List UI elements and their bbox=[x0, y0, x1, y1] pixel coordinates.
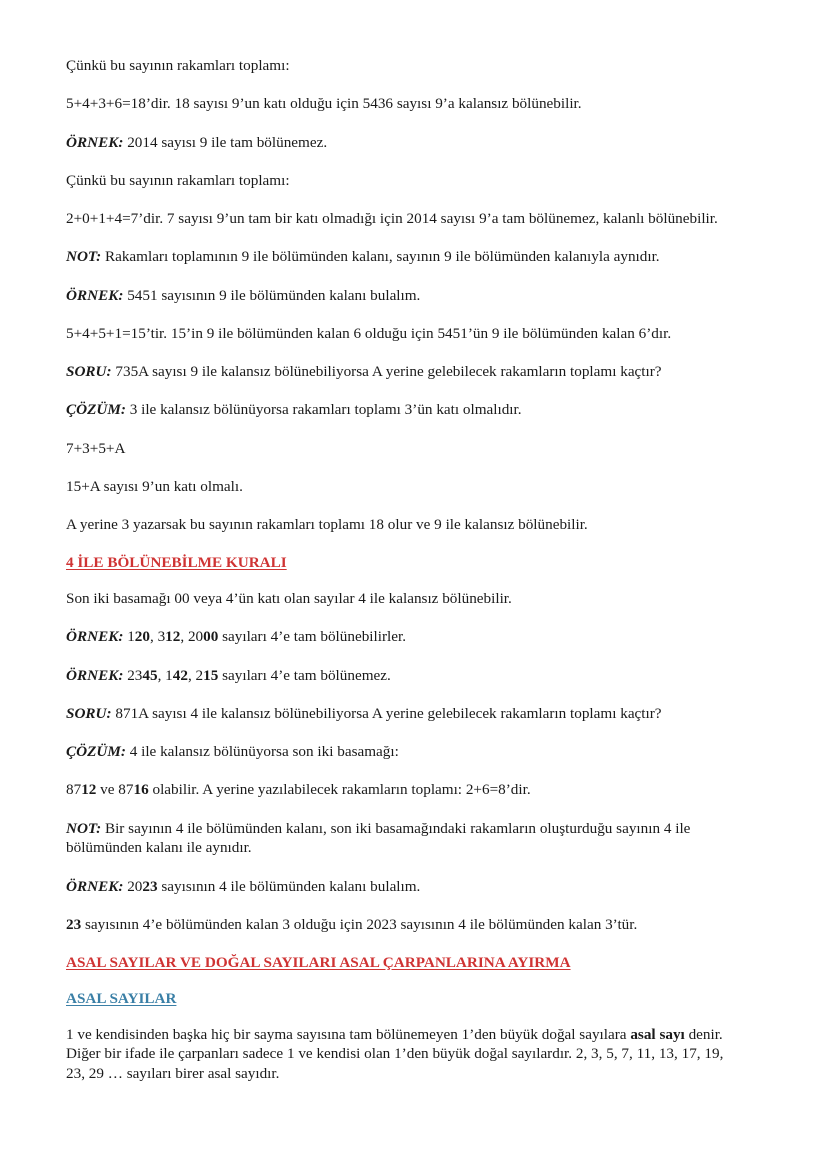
emphasized-text: 23 bbox=[66, 915, 82, 933]
emphasized-text: asal sayı bbox=[630, 1025, 685, 1043]
paragraph-label: ÖRNEK: bbox=[66, 877, 124, 895]
plain-text: , 20 bbox=[180, 628, 204, 646]
body-paragraph bbox=[66, 324, 741, 344]
emphasized-text: 15 bbox=[203, 666, 219, 684]
section-heading-wrap bbox=[66, 989, 741, 1025]
body-paragraph bbox=[66, 439, 741, 459]
plain-text: 5451 sayısının 9 ile bölümünden kalanı bulalım. bbox=[127, 286, 421, 304]
emphasized-text: 23 bbox=[142, 877, 158, 895]
section-heading-wrap bbox=[66, 553, 741, 589]
body-paragraph bbox=[66, 819, 741, 859]
body-paragraph bbox=[66, 133, 741, 153]
paragraph-label: NOT: bbox=[66, 819, 102, 837]
body-paragraph bbox=[66, 286, 741, 306]
body-paragraph bbox=[66, 362, 741, 382]
emphasized-text: 16 bbox=[133, 781, 149, 799]
paragraph-label: ÖRNEK: bbox=[66, 666, 124, 684]
body-paragraph bbox=[66, 915, 741, 935]
plain-text: 1 bbox=[127, 628, 135, 646]
emphasized-text: 45 bbox=[142, 666, 158, 684]
paragraph-label: NOT: bbox=[66, 248, 102, 266]
plain-text: 3 ile kalansız bölünüyorsa rakamları toplamı 3’ün katı olmalıdır. bbox=[129, 401, 522, 419]
section-heading: 4 İLE BÖLÜNEBİLME KURALI bbox=[66, 554, 287, 572]
emphasized-text: 00 bbox=[203, 628, 219, 646]
body-paragraph bbox=[66, 1025, 741, 1084]
document-body bbox=[66, 56, 741, 1084]
plain-text: , 3 bbox=[149, 628, 166, 646]
body-paragraph bbox=[66, 477, 741, 497]
body-paragraph bbox=[66, 400, 741, 420]
plain-text: , 1 bbox=[157, 666, 173, 684]
plain-text: Çünkü bu sayının rakamları toplamı: bbox=[66, 57, 290, 74]
paragraph-label: ÇÖZÜM: bbox=[66, 743, 126, 760]
plain-text: 4 ile kalansız bölünüyorsa son iki basamağı: bbox=[129, 743, 399, 760]
body-paragraph bbox=[66, 94, 741, 114]
plain-text: 23 bbox=[127, 666, 143, 684]
paragraph-label: ÇÖZÜM: bbox=[66, 401, 126, 419]
plain-text: , 2 bbox=[187, 666, 204, 684]
paragraph-label: ÖRNEK: bbox=[66, 628, 124, 646]
body-paragraph bbox=[66, 742, 741, 762]
plain-text: sayısının 4’e bölümünden kalan 3 olduğu için 2023 sayısının 4 ile bölümünden kalan 3’tür. bbox=[81, 915, 638, 933]
body-paragraph bbox=[66, 589, 741, 609]
section-heading-wrap bbox=[66, 953, 741, 989]
plain-text: 15+A sayısı 9’un katı olmalı. bbox=[66, 477, 243, 495]
plain-text: sayıları 4’e tam bölünemez. bbox=[218, 666, 391, 684]
body-paragraph bbox=[66, 209, 741, 229]
body-paragraph bbox=[66, 666, 741, 686]
body-paragraph bbox=[66, 56, 741, 76]
plain-text: 2+0+1+4=7’dir. 7 sayısı 9’un tam bir katı olmadığı için 2014 sayısı 9’a tam bölünemez, kalanlı bölünebilir. bbox=[66, 210, 718, 227]
plain-text: 735A sayısı 9 ile kalansız bölünebiliyorsa A yerine gelebilecek rakamların toplamı kaçtır? bbox=[115, 363, 662, 380]
body-paragraph bbox=[66, 247, 741, 267]
plain-text: 7+3+5+A bbox=[66, 439, 126, 457]
body-paragraph bbox=[66, 780, 741, 800]
emphasized-text: 42 bbox=[172, 666, 188, 684]
paragraph-label: ÖRNEK: bbox=[66, 133, 124, 151]
body-paragraph bbox=[66, 627, 741, 647]
plain-text: Son iki basamağı 00 veya 4’ün katı olan sayılar 4 ile kalansız bölünebilir. bbox=[66, 590, 512, 607]
plain-text: 5+4+5+1=15’tir. 15’in 9 ile bölümünden kalan 6 olduğu için 5451’ün 9 ile bölümünden kalan 6’dır. bbox=[66, 324, 672, 342]
section-heading: ASAL SAYILAR VE DOĞAL SAYILARI ASAL ÇARPANLARINA AYIRMA bbox=[66, 954, 571, 971]
plain-text: 5+4+3+6=18’dir. 18 sayısı 9’un katı olduğu için 5436 sayısı 9’a kalansız bölünebilir. bbox=[66, 95, 582, 113]
section-heading: ASAL SAYILAR bbox=[66, 989, 177, 1007]
emphasized-text: 20 bbox=[134, 628, 150, 646]
plain-text: 871A sayısı 4 ile kalansız bölünebiliyorsa A yerine gelebilecek rakamların toplamı kaçtır? bbox=[115, 704, 662, 722]
paragraph-label: ÖRNEK: bbox=[66, 286, 124, 304]
plain-text: Çünkü bu sayının rakamları toplamı: bbox=[66, 171, 290, 189]
plain-text: Bir sayının 4 ile bölümünden kalanı, son iki basamağındaki rakamların oluşturduğu sayının 4 ile bölümünden kalanı ile aynıdır. bbox=[66, 819, 691, 857]
plain-text: A yerine 3 yazarsak bu sayının rakamları toplamı 18 olur ve 9 ile kalansız bölünebilir. bbox=[66, 516, 588, 533]
body-paragraph bbox=[66, 704, 741, 724]
plain-text: 20 bbox=[127, 877, 143, 895]
plain-text: ve 87 bbox=[96, 781, 134, 799]
plain-text: sayısının 4 ile bölümünden kalanı bulalım. bbox=[157, 877, 421, 895]
body-paragraph bbox=[66, 877, 741, 897]
plain-text: 87 bbox=[66, 781, 82, 799]
paragraph-label: SORU: bbox=[66, 363, 112, 380]
plain-text: sayıları 4’e tam bölünebilirler. bbox=[218, 628, 406, 646]
body-paragraph bbox=[66, 515, 741, 535]
plain-text: 2014 sayısı 9 ile tam bölünemez. bbox=[127, 133, 328, 151]
paragraph-label: SORU: bbox=[66, 704, 112, 722]
plain-text: Rakamları toplamının 9 ile bölümünden kalanı, sayının 9 ile bölümünden kalanıyla aynıdır. bbox=[104, 248, 660, 266]
emphasized-text: 12 bbox=[165, 628, 181, 646]
body-paragraph bbox=[66, 171, 741, 191]
plain-text: 1 ve kendisinden başka hiç bir sayma sayısına tam bölünemeyen 1’den büyük doğal sayılara bbox=[66, 1025, 631, 1043]
plain-text: denir. Diğer bir ifade ile çarpanları sadece 1 ve kendisi olan 1’den büyük doğal sayılardır. 2, 3, 5, 7, 11, 13, 17, 19, 23, 29 … sayıları birer asal sayıdır. bbox=[66, 1025, 724, 1082]
plain-text: olabilir. A yerine yazılabilecek rakamların toplamı: 2+6=8’dir. bbox=[148, 781, 531, 799]
emphasized-text: 12 bbox=[81, 781, 97, 799]
